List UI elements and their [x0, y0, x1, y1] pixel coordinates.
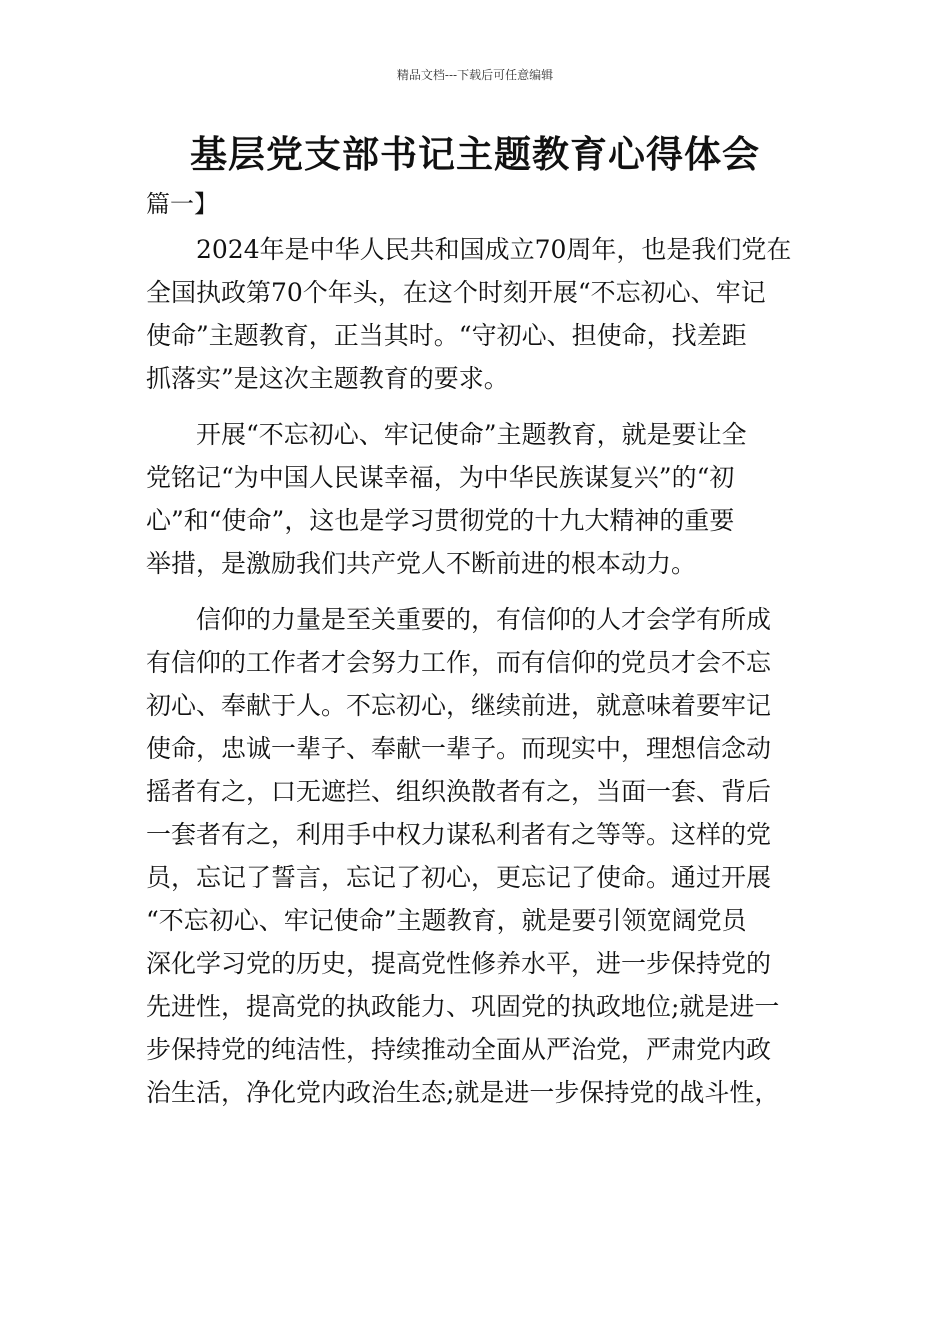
text-line: 全国执政第70个年头，在这个时刻开展“不忘初心、牢记 — [146, 278, 766, 307]
text-line: 治生活，净化党内政治生态;就是进一步保持党的战斗性， — [146, 1078, 780, 1107]
text-line: “不忘初心、牢记使命”主题教育，就是要引领宽阔党员 — [146, 906, 747, 935]
text-line: 开展“不忘初心、牢记使命”主题教育，就是要让全 — [146, 420, 747, 449]
text-line: 抓落实”是这次主题教育的要求。 — [146, 364, 509, 393]
text-line: 使命”主题教育，正当其时。“守初心、担使命，找差距 — [146, 321, 747, 350]
section-label: 篇一】 — [146, 190, 218, 218]
text-line: 2024年是中华人民共和国成立70周年，也是我们党在 — [146, 235, 792, 264]
paragraph-2 — [146, 413, 810, 585]
text-line: 深化学习党的历史，提高党性修养水平，进一步保持党的 — [146, 949, 772, 978]
text-line: 先进性，提高党的执政能力、巩固党的执政地位;就是进一 — [146, 992, 780, 1021]
document-body — [146, 228, 810, 1127]
text-line: 有信仰的工作者才会努力工作，而有信仰的党员才会不忘 — [146, 648, 772, 677]
document-title: 基层党支部书记主题教育心得体会 — [190, 133, 760, 176]
text-line: 员，忘记了誓言，忘记了初心，更忘记了使命。通过开展 — [146, 863, 772, 892]
text-line: 党铭记“为中国人民谋幸福，为中华民族谋复兴”的“初 — [146, 463, 735, 492]
text-line: 摇者有之，口无遮拦、组织涣散者有之，当面一套、背后 — [146, 777, 772, 806]
text-line: 使命，忠诚一辈子、奉献一辈子。而现实中，理想信念动 — [146, 734, 772, 763]
header-note: 精品文档---下载后可任意编辑 — [396, 68, 554, 82]
text-line: 举措，是激励我们共产党人不断前进的根本动力。 — [146, 549, 697, 578]
paragraph-3 — [146, 598, 810, 1114]
text-line: 心”和“使命”，这也是学习贯彻党的十九大精神的重要 — [146, 506, 735, 535]
paragraph-1 — [146, 228, 810, 400]
text-line: 初心、奉献于人。不忘初心，继续前进，就意味着要牢记 — [146, 691, 772, 720]
text-line: 一套者有之，利用手中权力谋私利者有之等等。这样的党 — [146, 820, 772, 849]
text-line: 步保持党的纯洁性，持续推动全面从严治党，严肃党内政 — [146, 1035, 772, 1064]
text-line: 信仰的力量是至关重要的，有信仰的人才会学有所成 — [146, 605, 772, 634]
